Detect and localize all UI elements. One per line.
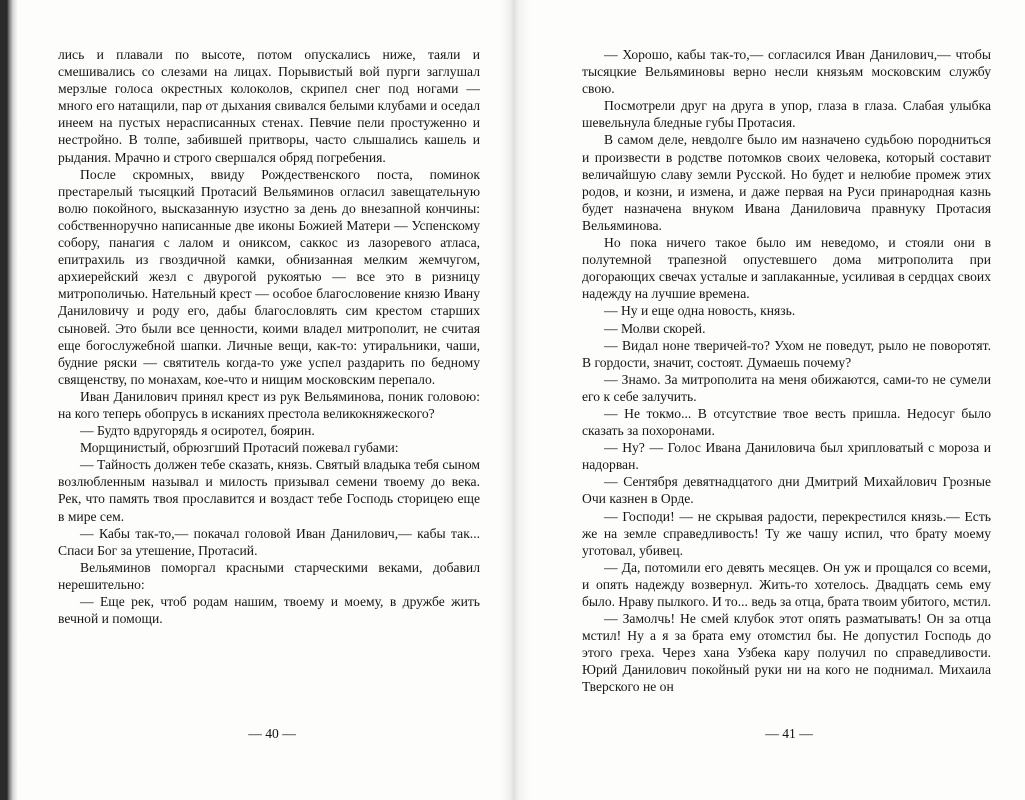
paragraph: — Еще рек, чтоб родам нашим, твоему и моему, в дружбе жить вечной и помощи. bbox=[58, 594, 480, 627]
page-number: — 40 — bbox=[248, 726, 296, 741]
paragraph: — Господи! — не скрывая радости, перекрестился князь.— Есть же на земле справедливость! Ту же чашу испил, что брату моему уготовал, убивец. bbox=[582, 508, 991, 558]
paragraph: Морщинистый, обрюзгший Протасий пожевал губами: bbox=[80, 440, 399, 456]
paragraph: — Кабы так-то,— покачал головой Иван Данилович,— кабы так... Спаси Бог за утешение, Протасий. bbox=[58, 525, 480, 558]
paragraph: Иван Данилович принял крест из рук Вельяминова, поник головою: на кого теперь обопрусь в исканиях престола великокняжеского? bbox=[58, 388, 480, 421]
paragraph: Но пока ничего такое было им неведомо, и стояли они в полутемной трапезной опустевшего дома митрополита при догорающих свечах усталые и заплаканные, усиливая в сердцах своих надежду на лучшие времена. bbox=[582, 235, 991, 302]
book-gutter bbox=[500, 0, 530, 800]
paragraph: лись и плавали по высоте, потом опускались ниже, таяли и смешивались со слезами на лицах. Порывистый вой пурги заглушал мерзлые голоса окрестных колоколов, скрипел снег под ногами — много его натащили, пар от дыхания свивался белыми клубами и оседал инеем на пустых нерасписанных стенах. Певчие пели простуженно и нестройно. В толпе, забившей притворы, часто слышались кашель и рыдания. Мрачно и строго свершался обряд погребения. bbox=[58, 47, 480, 165]
paragraph: — Видал ноне тверичей-то? Ухом не поведут, рыло не поворотят. В гордости, значит, состоят. Думаешь почему? bbox=[582, 337, 991, 370]
paragraph: — Знамо. За митрополита на меня обижаются, сами-то не сумели его к себе залучить. bbox=[582, 371, 991, 404]
paragraph: Посмотрели друг на друга в упор, глаза в глаза. Слабая улыбка шевельнула бледные губы Протасия. bbox=[582, 98, 991, 131]
paragraph: — Молви скорей. bbox=[604, 320, 706, 336]
paragraph: После скромных, ввиду Рождественского поста, поминок престарелый тысяцкий Протасий Вельяминов огласил завещательную волю покойного, высказанную изустно за день до внезапной кончины: собственноручно написанные две иконы Божией Матери — Успенскому собору, панагия с лалом и ониксом, саккос из лазоревого атласа, епитрахиль из гвоздичной камки, обнизанная мелким жемчугом, архиерейский жезл с двурогой рукоятью — все это в ризницу митрополичью. Нательный крест — особое благословение князю Ивану Даниловичу и роду его, дабы благословлять сим крестом старших сыновей. Это были все ценности, коими владел митрополит, не считая еще богослужебной шапки. Личные вещи, как-то: утиральники, чаши, будние ряски — святитель когда-то уже успел раздарить по бедному священству, по монахам, кое-что и нищим московским перепало. bbox=[58, 166, 480, 387]
paragraph: В самом деле, невдолге было им назначено судьбою породниться и произвести в родстве потомков своих человека, который составит величайшую славу земли Русской. Но будет и нелюбие промеж этих родов, и козни, и измена, и даже первая на Руси принародная казнь будет назначена внуком Ивана Даниловича правнуку Протасия Вельяминова. bbox=[582, 132, 991, 233]
right-page bbox=[512, 0, 1025, 800]
paragraph: — Замолчь! Не смей клубок этот опять разматывать! Он за отца мстил! Ну а я за брата ему отомстил бы. Не допустил Господь до этого греха. Через хана Узбека кару получил по справедливости. Юрий Данилович покойный руки ни на кого не поднимал. Михаила Тверского не он bbox=[582, 611, 991, 695]
paragraph: — Ну? — Голос Ивана Даниловича был хрипловатый с мороза и надорван. bbox=[582, 440, 991, 473]
paragraph: — Тайность должен тебе сказать, князь. Святый владыка тебя сыном возлюбленным называл и милость призывал семени твоему до века. Рек, что память твоя прославится и воздаст тебе Господь сторицею еще в мире сем. bbox=[58, 457, 480, 524]
page-number: — 41 — bbox=[765, 726, 813, 741]
left-page-text bbox=[58, 46, 480, 627]
left-page bbox=[0, 0, 512, 800]
paragraph: — Ну и еще одна новость, князь. bbox=[604, 303, 796, 319]
paragraph: — Сентября девятнадцатого дни Дмитрий Михайлович Грозные Очи казнен в Орде. bbox=[582, 474, 991, 507]
paragraph: Вельяминов поморгал красными старческими веками, добавил нерешительно: bbox=[58, 559, 480, 592]
right-page-text bbox=[582, 46, 991, 696]
page-edge bbox=[0, 0, 18, 800]
paragraph: — Хорошо, кабы так-то,— согласился Иван Данилович,— чтобы тысяцкие Вельяминовы верно несли князьям московским службу свою. bbox=[582, 47, 991, 97]
paragraph: — Да, потомили его девять месяцев. Он уж и прощался со всеми, и опять надежду возвернул. Жить-то хотелось. Двадцать семь ему было. Нраву пылкого. И то... ведь за отца, брата твоим убитого, мстил. bbox=[582, 559, 991, 609]
paragraph: — Будто вдругорядь я осиротел, боярин. bbox=[80, 423, 315, 439]
paragraph: — Не токмо... В отсутствие твое весть пришла. Недосуг было сказать за похоронами. bbox=[582, 405, 991, 439]
